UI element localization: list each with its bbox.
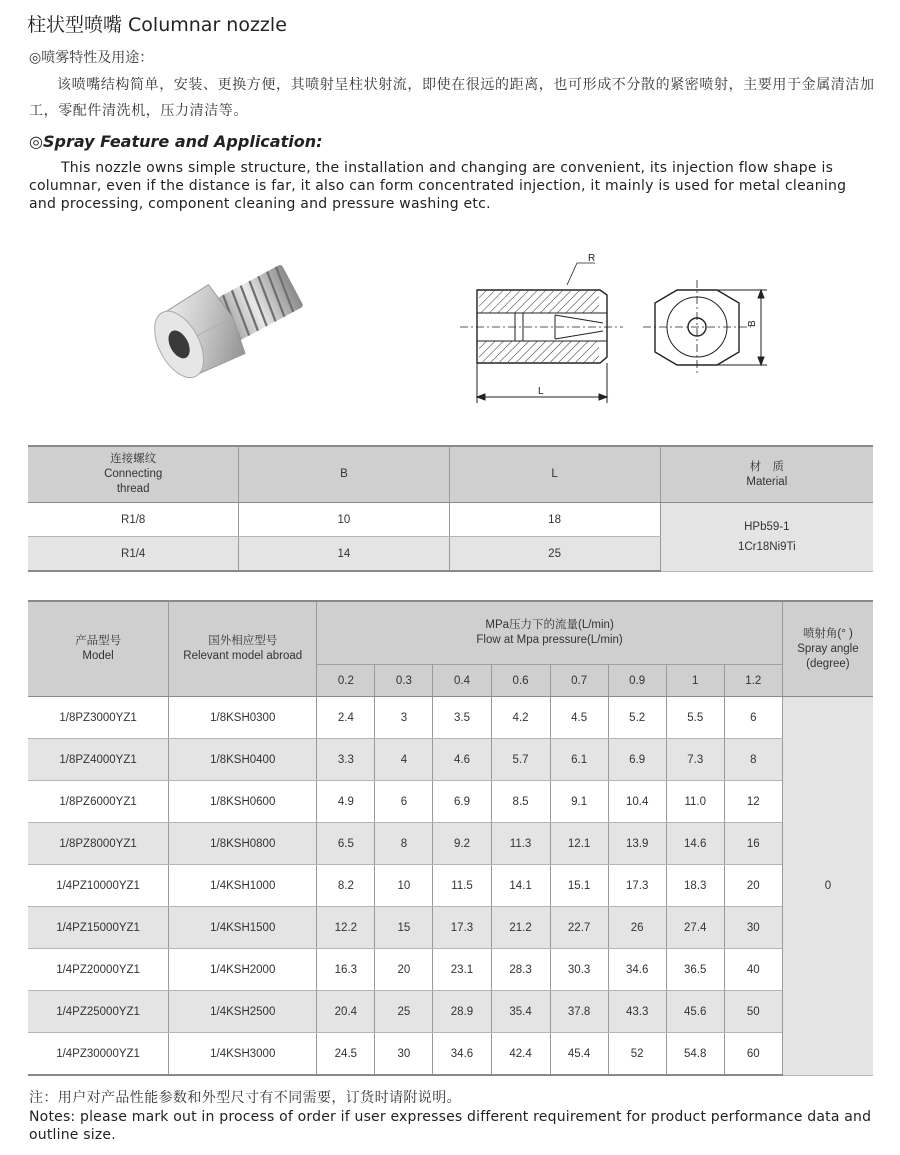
cell-flow: 10.4 [608,781,666,823]
cell-flow: 21.2 [491,907,550,949]
table-row [28,739,873,781]
cell-abroad-model: 1/8KSH0600 [169,781,317,823]
pressure-header: 1.2 [724,665,782,697]
cell-flow: 37.8 [550,991,608,1033]
material-1: HPb59-1 [744,520,790,533]
cell-flow: 60 [724,1033,782,1076]
cell-abroad-model: 1/8KSH0400 [169,739,317,781]
table-row [28,697,873,739]
cell-flow: 5.5 [666,697,724,739]
cell-abroad-model: 1/4KSH1500 [169,907,317,949]
cell-flow: 34.6 [608,949,666,991]
cell-flow: 8.5 [491,781,550,823]
cell-flow: 3.5 [433,697,491,739]
header-abroad [169,601,317,697]
cell-flow: 12.1 [550,823,608,865]
header-flow-zh: MPa压力下的流量(L/min) [485,619,614,631]
cell-flow: 30 [375,1033,433,1076]
header-b: B [239,446,449,503]
heading-bullet: ◎ [29,132,43,151]
pressure-header: 0.7 [550,665,608,697]
cell-flow: 28.9 [433,991,491,1033]
header-angle-zh: 喷射角(° ) [802,627,853,640]
cell-flow: 9.2 [433,823,491,865]
cell-l: 25 [449,537,660,572]
cell-model: 1/4PZ10000YZ1 [28,865,169,907]
cell-flow: 12.2 [317,907,375,949]
cell-flow: 27.4 [666,907,724,949]
cell-flow: 8.2 [317,865,375,907]
cell-flow: 6.9 [433,781,491,823]
pressure-header: 0.4 [433,665,491,697]
cell-flow: 6.5 [317,823,375,865]
table-row [28,907,873,949]
zh-description: 该喷嘴结构简单，安装、更换方便，其喷射呈柱状射流，即使在很远的距离，也可形成不分散的紧密喷射，主要用于金属清洁加工，零配件清洗机，压力清洁等。 [29,77,875,119]
cell-model: 1/4PZ20000YZ1 [28,949,169,991]
cell-flow: 30 [724,907,782,949]
label-l: L [538,386,544,397]
header-model-zh: 产品型号 [75,635,122,647]
header-abroad-zh: 国外相应型号 [208,635,278,647]
header-flow [317,601,783,665]
cell-material [660,503,873,572]
cell-flow: 5.7 [491,739,550,781]
cell-flow: 45.4 [550,1033,608,1076]
page-title: 柱状型喷嘴 Columnar nozzle [27,14,287,36]
pressure-header: 0.9 [608,665,666,697]
cell-flow: 4.5 [550,697,608,739]
cell-flow: 17.3 [433,907,491,949]
cell-flow: 7.3 [666,739,724,781]
header-angle-en1: Spray angle [797,642,859,655]
header-thread [28,446,239,503]
cell-flow: 45.6 [666,991,724,1033]
cell-flow: 20 [375,949,433,991]
cell-model: 1/8PZ3000YZ1 [28,697,169,739]
cell-model: 1/8PZ4000YZ1 [28,739,169,781]
label-r: R [588,253,596,264]
cell-abroad-model: 1/4KSH3000 [169,1033,317,1076]
cell-flow: 20.4 [317,991,375,1033]
table-row [28,503,873,537]
cell-flow: 3 [375,697,433,739]
cell-flow: 23.1 [433,949,491,991]
cell-flow: 9.1 [550,781,608,823]
material-2: 1Cr18Ni9Ti [737,540,796,553]
cell-spray-angle: 0 [782,697,873,1076]
cell-flow: 5.2 [608,697,666,739]
cell-flow: 8 [724,739,782,781]
header-l: L [449,446,660,503]
en-section-heading [29,132,323,151]
cell-thread: R1/8 [28,503,239,537]
header-material-en: Material [746,475,788,488]
cell-model: 1/4PZ25000YZ1 [28,991,169,1033]
cell-flow: 6 [724,697,782,739]
header-model [28,601,169,697]
cell-abroad-model: 1/8KSH0300 [169,697,317,739]
cell-flow: 11.0 [666,781,724,823]
cell-flow: 17.3 [608,865,666,907]
cell-model: 1/4PZ30000YZ1 [28,1033,169,1076]
note-zh: 注：用户对产品性能参数和外型尺寸有不同需要，订货时请附说明。 [29,1090,461,1106]
cell-flow: 40 [724,949,782,991]
header-thread-zh: 连接螺纹 [110,453,157,465]
en-heading-text: Spray Feature and Application: [42,132,323,151]
header-angle-en2: (degree) [806,657,850,670]
cell-flow: 54.8 [666,1033,724,1076]
cell-model: 1/4PZ15000YZ1 [28,907,169,949]
header-material-zh: 材 质 [749,460,785,473]
table-row [28,865,873,907]
en-description: This nozzle owns simple structure, the installation and changing are convenient, its injection flow shape is columnar, even if the distance is far, it also can form concentrated injection, it mainly is used for metal cleaning and processing, component cleaning and pressure washing etc. [29,160,847,212]
cell-flow: 26 [608,907,666,949]
label-b: B [747,320,758,327]
header-flow-en: Flow at Mpa pressure(L/min) [476,634,623,646]
header-model-en: Model [82,650,114,662]
cell-flow: 4.2 [491,697,550,739]
flow-table [28,600,873,1076]
cell-flow: 4 [375,739,433,781]
cell-abroad-model: 1/4KSH2500 [169,991,317,1033]
table-row [28,823,873,865]
cell-flow: 22.7 [550,907,608,949]
note-en: Notes: please mark out in process of order if user expresses different requirement for product performance data and outline size. [29,1109,872,1143]
cell-flow: 16 [724,823,782,865]
dimension-table [28,445,873,572]
cell-flow: 12 [724,781,782,823]
cell-abroad-model: 1/4KSH1000 [169,865,317,907]
cell-flow: 42.4 [491,1033,550,1076]
header-material [660,446,873,503]
cell-flow: 30.3 [550,949,608,991]
cell-flow: 18.3 [666,865,724,907]
cell-abroad-model: 1/4KSH2000 [169,949,317,991]
pressure-header: 0.3 [375,665,433,697]
cell-flow: 6.1 [550,739,608,781]
header-thread-en1: Connecting [104,468,163,480]
cell-flow: 14.6 [666,823,724,865]
cell-flow: 13.9 [608,823,666,865]
header-thread-en2: thread [116,483,150,495]
cell-flow: 36.5 [666,949,724,991]
cell-b: 10 [239,503,449,537]
cell-b: 14 [239,537,449,572]
cell-abroad-model: 1/8KSH0800 [169,823,317,865]
cell-flow: 11.5 [433,865,491,907]
cell-flow: 10 [375,865,433,907]
cell-flow: 25 [375,991,433,1033]
cell-flow: 16.3 [317,949,375,991]
cell-flow: 4.9 [317,781,375,823]
cell-flow: 8 [375,823,433,865]
cell-flow: 43.3 [608,991,666,1033]
table-row [28,1033,873,1076]
table-row [28,949,873,991]
cell-flow: 24.5 [317,1033,375,1076]
cell-flow: 6 [375,781,433,823]
cell-flow: 15 [375,907,433,949]
cell-l: 18 [449,503,660,537]
cell-flow: 4.6 [433,739,491,781]
cell-model: 1/8PZ6000YZ1 [28,781,169,823]
pressure-header: 0.6 [491,665,550,697]
cell-flow: 14.1 [491,865,550,907]
cell-thread: R1/4 [28,537,239,572]
cell-flow: 2.4 [317,697,375,739]
cell-flow: 34.6 [433,1033,491,1076]
zh-section-heading: ◎喷雾特性及用途： [29,50,154,66]
cell-flow: 50 [724,991,782,1033]
cell-flow: 28.3 [491,949,550,991]
cell-flow: 6.9 [608,739,666,781]
cell-flow: 20 [724,865,782,907]
cell-flow: 11.3 [491,823,550,865]
nozzle-photo [135,245,335,395]
dimension-drawing [455,245,785,410]
pressure-header: 0.2 [317,665,375,697]
table-row [28,991,873,1033]
cell-flow: 35.4 [491,991,550,1033]
cell-flow: 15.1 [550,865,608,907]
header-angle [782,601,873,697]
cell-flow: 52 [608,1033,666,1076]
header-abroad-en: Relevant model abroad [183,650,303,662]
cell-model: 1/8PZ8000YZ1 [28,823,169,865]
cell-flow: 3.3 [317,739,375,781]
table-row [28,781,873,823]
pressure-header: 1 [666,665,724,697]
